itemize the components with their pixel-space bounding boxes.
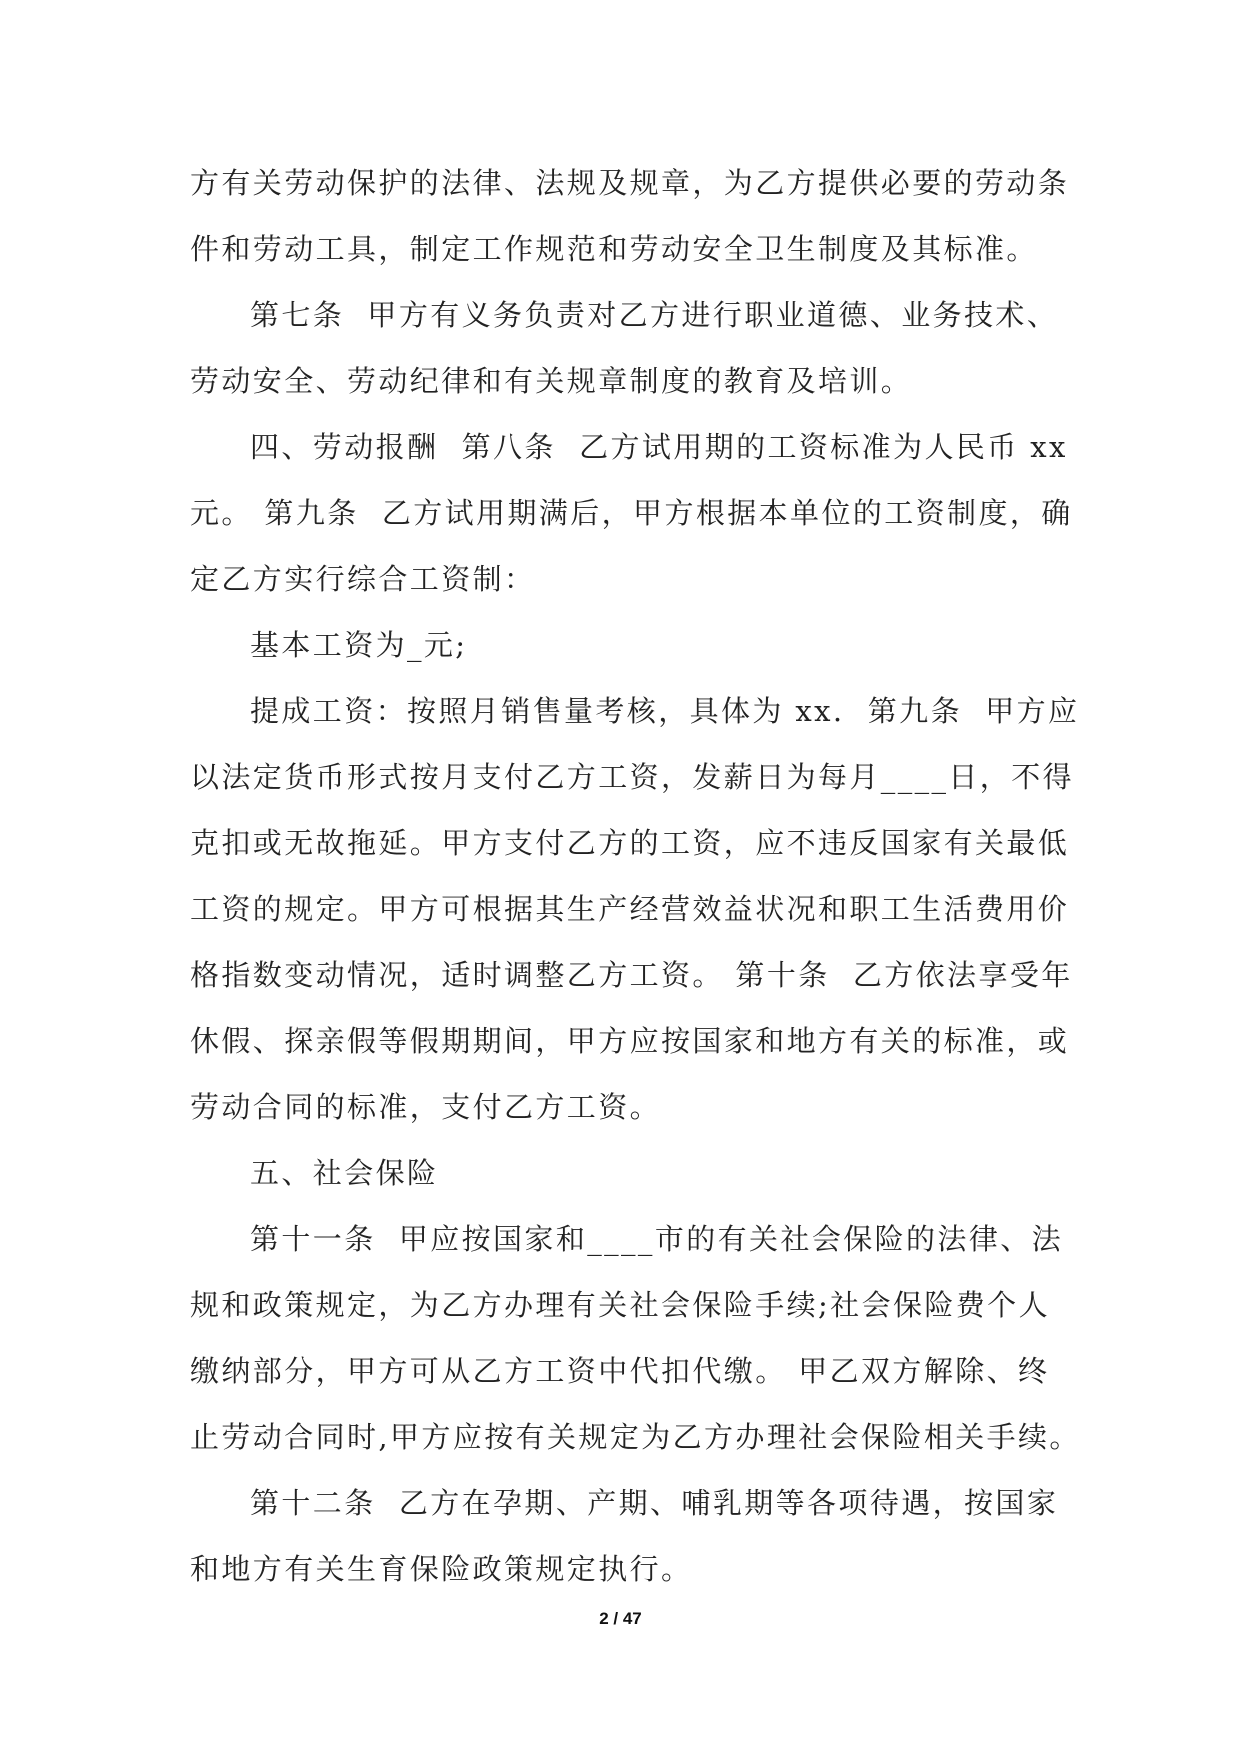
text-line-7: 定乙方实行综合工资制： bbox=[190, 562, 536, 596]
text-line-6: 元。 第九条 乙方试用期满后，甲方根据本单位的工资制度，确 bbox=[190, 496, 1073, 530]
text-line-11: 克扣或无故拖延。甲方支付乙方的工资，应不违反国家有关最低 bbox=[190, 826, 1070, 860]
text-line-2: 件和劳动工具，制定工作规范和劳动安全卫生制度及其标准。 bbox=[190, 232, 1038, 266]
text-line-10: 以法定货币形式按月支付乙方工资，发薪日为每月____日，不得 bbox=[190, 760, 1075, 794]
section-heading-social-insurance: 五、社会保险 bbox=[250, 1156, 439, 1190]
text-line-21: 第十二条 乙方在孕期、产期、哺乳期等各项待遇，按国家 bbox=[250, 1486, 1059, 1520]
text-line-13: 格指数变动情况，适时调整乙方工资。 第十条 乙方依法享受年 bbox=[190, 958, 1073, 992]
text-line-5: 四、劳动报酬 第八条 乙方试用期的工资标准为人民币 xx bbox=[250, 430, 1068, 464]
text-line-22: 和地方有关生育保险政策规定执行。 bbox=[190, 1552, 693, 1586]
page-number: 2 / 47 bbox=[599, 1609, 642, 1628]
text-line-14: 休假、探亲假等假期期间，甲方应按国家和地方有关的标准，或 bbox=[190, 1024, 1070, 1058]
text-line-1: 方有关劳动保护的法律、法规及规章，为乙方提供必要的劳动条 bbox=[190, 166, 1070, 200]
text-line-3: 第七条 甲方有义务负责对乙方进行职业道德、业务技术、 bbox=[250, 298, 1059, 332]
text-line-12: 工资的规定。甲方可根据其生产经营效益状况和职工生活费用价 bbox=[190, 892, 1070, 926]
text-line-20: 止劳动合同时,甲方应按有关规定为乙方办理社会保险相关手续。 bbox=[190, 1420, 1081, 1454]
text-line-15: 劳动合同的标准，支付乙方工资。 bbox=[190, 1090, 662, 1124]
text-line-8: 基本工资为_元; bbox=[250, 628, 468, 662]
text-line-19: 缴纳部分，甲方可从乙方工资中代扣代缴。 甲乙双方解除、终 bbox=[190, 1354, 1050, 1388]
text-line-9: 提成工资：按照月销售量考核，具体为 xx. 第九条 甲方应 bbox=[250, 694, 1080, 728]
text-line-18: 规和政策规定，为乙方办理有关社会保险手续;社会保险费个人 bbox=[190, 1288, 1050, 1322]
text-line-17: 第十一条 甲应按国家和____市的有关社会保险的法律、法 bbox=[250, 1222, 1064, 1256]
text-line-4: 劳动安全、劳动纪律和有关规章制度的教育及培训。 bbox=[190, 364, 913, 398]
document-body bbox=[190, 150, 1081, 1602]
